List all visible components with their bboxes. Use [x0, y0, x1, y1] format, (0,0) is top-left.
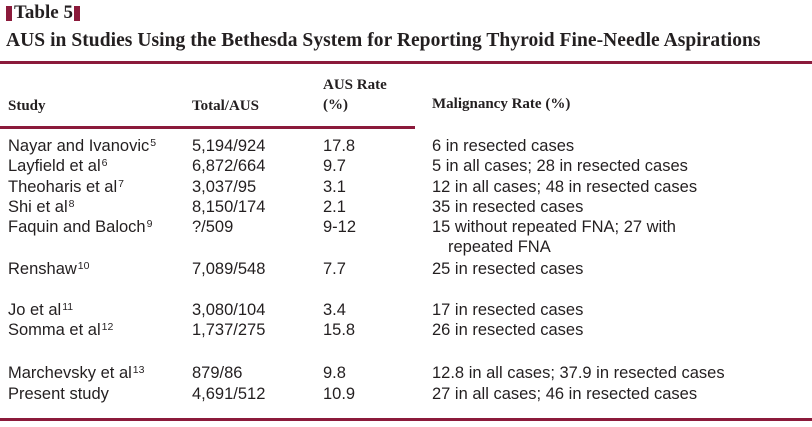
malignancy-rate-cell: repeated FNA: [448, 238, 551, 256]
study-cell: [8, 177, 124, 197]
study-name: Renshaw: [8, 260, 77, 278]
header-rule: [0, 126, 415, 129]
bottom-rule: [0, 418, 812, 421]
total-aus-cell: 8,150/174: [192, 198, 266, 216]
aus-rate-cell: 9.8: [323, 364, 346, 382]
malignancy-rate-cell: 35 in resected cases: [432, 198, 584, 216]
total-aus-cell: 879/86: [192, 364, 243, 382]
reference-superscript: 9: [146, 218, 153, 230]
aus-rate-cell: 17.8: [323, 137, 356, 155]
aus-rate-cell: 2.1: [323, 198, 346, 216]
malignancy-rate-cell: 27 in all cases; 46 in resected cases: [432, 385, 698, 403]
aus-rate-cell: 9-12: [323, 218, 357, 236]
reference-superscript: 5: [150, 137, 157, 149]
study-name: Theoharis et al: [8, 178, 118, 196]
aus-rate-cell: 3.1: [323, 178, 346, 196]
study-cell: [8, 320, 113, 340]
total-aus-cell: ?/509: [192, 218, 234, 236]
reference-superscript: 12: [101, 321, 114, 333]
aus-rate-cell: 7.7: [323, 260, 346, 278]
malignancy-rate-cell: 5 in all cases; 28 in resected cases: [432, 157, 688, 175]
aus-rate-cell: 9.7: [323, 157, 346, 175]
table-number: Table 5: [14, 2, 73, 23]
aus-rate-cell: 3.4: [323, 301, 346, 319]
study-name: Faquin and Baloch: [8, 218, 146, 236]
aus-rate-cell: 15.8: [323, 321, 356, 339]
header-aus-rate-line2: (%): [323, 97, 348, 113]
table-caption: [6, 2, 80, 24]
marker-left: [6, 6, 12, 21]
study-name: Jo et al: [8, 301, 62, 319]
malignancy-rate-cell: 25 in resected cases: [432, 260, 584, 278]
reference-superscript: 6: [101, 157, 108, 169]
total-aus-cell: 7,089/548: [192, 260, 266, 278]
total-aus-cell: 5,194/924: [192, 137, 266, 155]
study-name: Somma et al: [8, 321, 101, 339]
aus-rate-cell: 10.9: [323, 385, 356, 403]
top-rule: [0, 61, 812, 64]
malignancy-rate-cell: 6 in resected cases: [432, 137, 575, 155]
study-cell: [8, 300, 73, 320]
total-aus-cell: 4,691/512: [192, 385, 266, 403]
reference-superscript: 10: [77, 260, 90, 272]
malignancy-rate-cell: 17 in resected cases: [432, 301, 584, 319]
table-title: AUS in Studies Using the Bethesda System for Reporting Thyroid Fine-Needle Aspirations: [6, 30, 761, 51]
total-aus-cell: 1,737/275: [192, 321, 266, 339]
reference-superscript: 11: [62, 301, 74, 313]
study-cell: [8, 156, 108, 176]
malignancy-rate-cell: 12 in all cases; 48 in resected cases: [432, 178, 698, 196]
study-name: Marchevsky et al: [8, 364, 132, 382]
study-cell: [8, 384, 109, 404]
study-cell: [8, 217, 152, 237]
reference-superscript: 13: [132, 364, 145, 376]
total-aus-cell: 3,080/104: [192, 301, 266, 319]
study-name: Present study: [8, 385, 109, 403]
malignancy-rate-cell: 26 in resected cases: [432, 321, 584, 339]
header-study: Study: [8, 98, 46, 114]
header-aus-rate-line1: AUS Rate: [323, 77, 387, 93]
malignancy-rate-cell: 12.8 in all cases; 37.9 in resected cases: [432, 364, 725, 382]
study-cell: [8, 197, 74, 217]
study-name: Nayar and Ivanovic: [8, 137, 150, 155]
study-name: Layfield et al: [8, 157, 101, 175]
total-aus-cell: 3,037/95: [192, 178, 257, 196]
marker-right: [74, 6, 80, 21]
malignancy-rate-cell: 15 without repeated FNA; 27 with: [432, 218, 676, 236]
study-cell: [8, 136, 156, 156]
header-malignancy-rate: Malignancy Rate (%): [432, 96, 571, 112]
header-total-aus: Total/AUS: [192, 98, 259, 114]
reference-superscript: 8: [68, 198, 75, 210]
study-cell: [8, 363, 144, 383]
study-cell: [8, 259, 89, 279]
reference-superscript: 7: [118, 178, 124, 190]
header-aus-rate: [323, 75, 387, 115]
study-name: Shi et al: [8, 198, 68, 216]
total-aus-cell: 6,872/664: [192, 157, 266, 175]
table-label: [6, 2, 80, 24]
